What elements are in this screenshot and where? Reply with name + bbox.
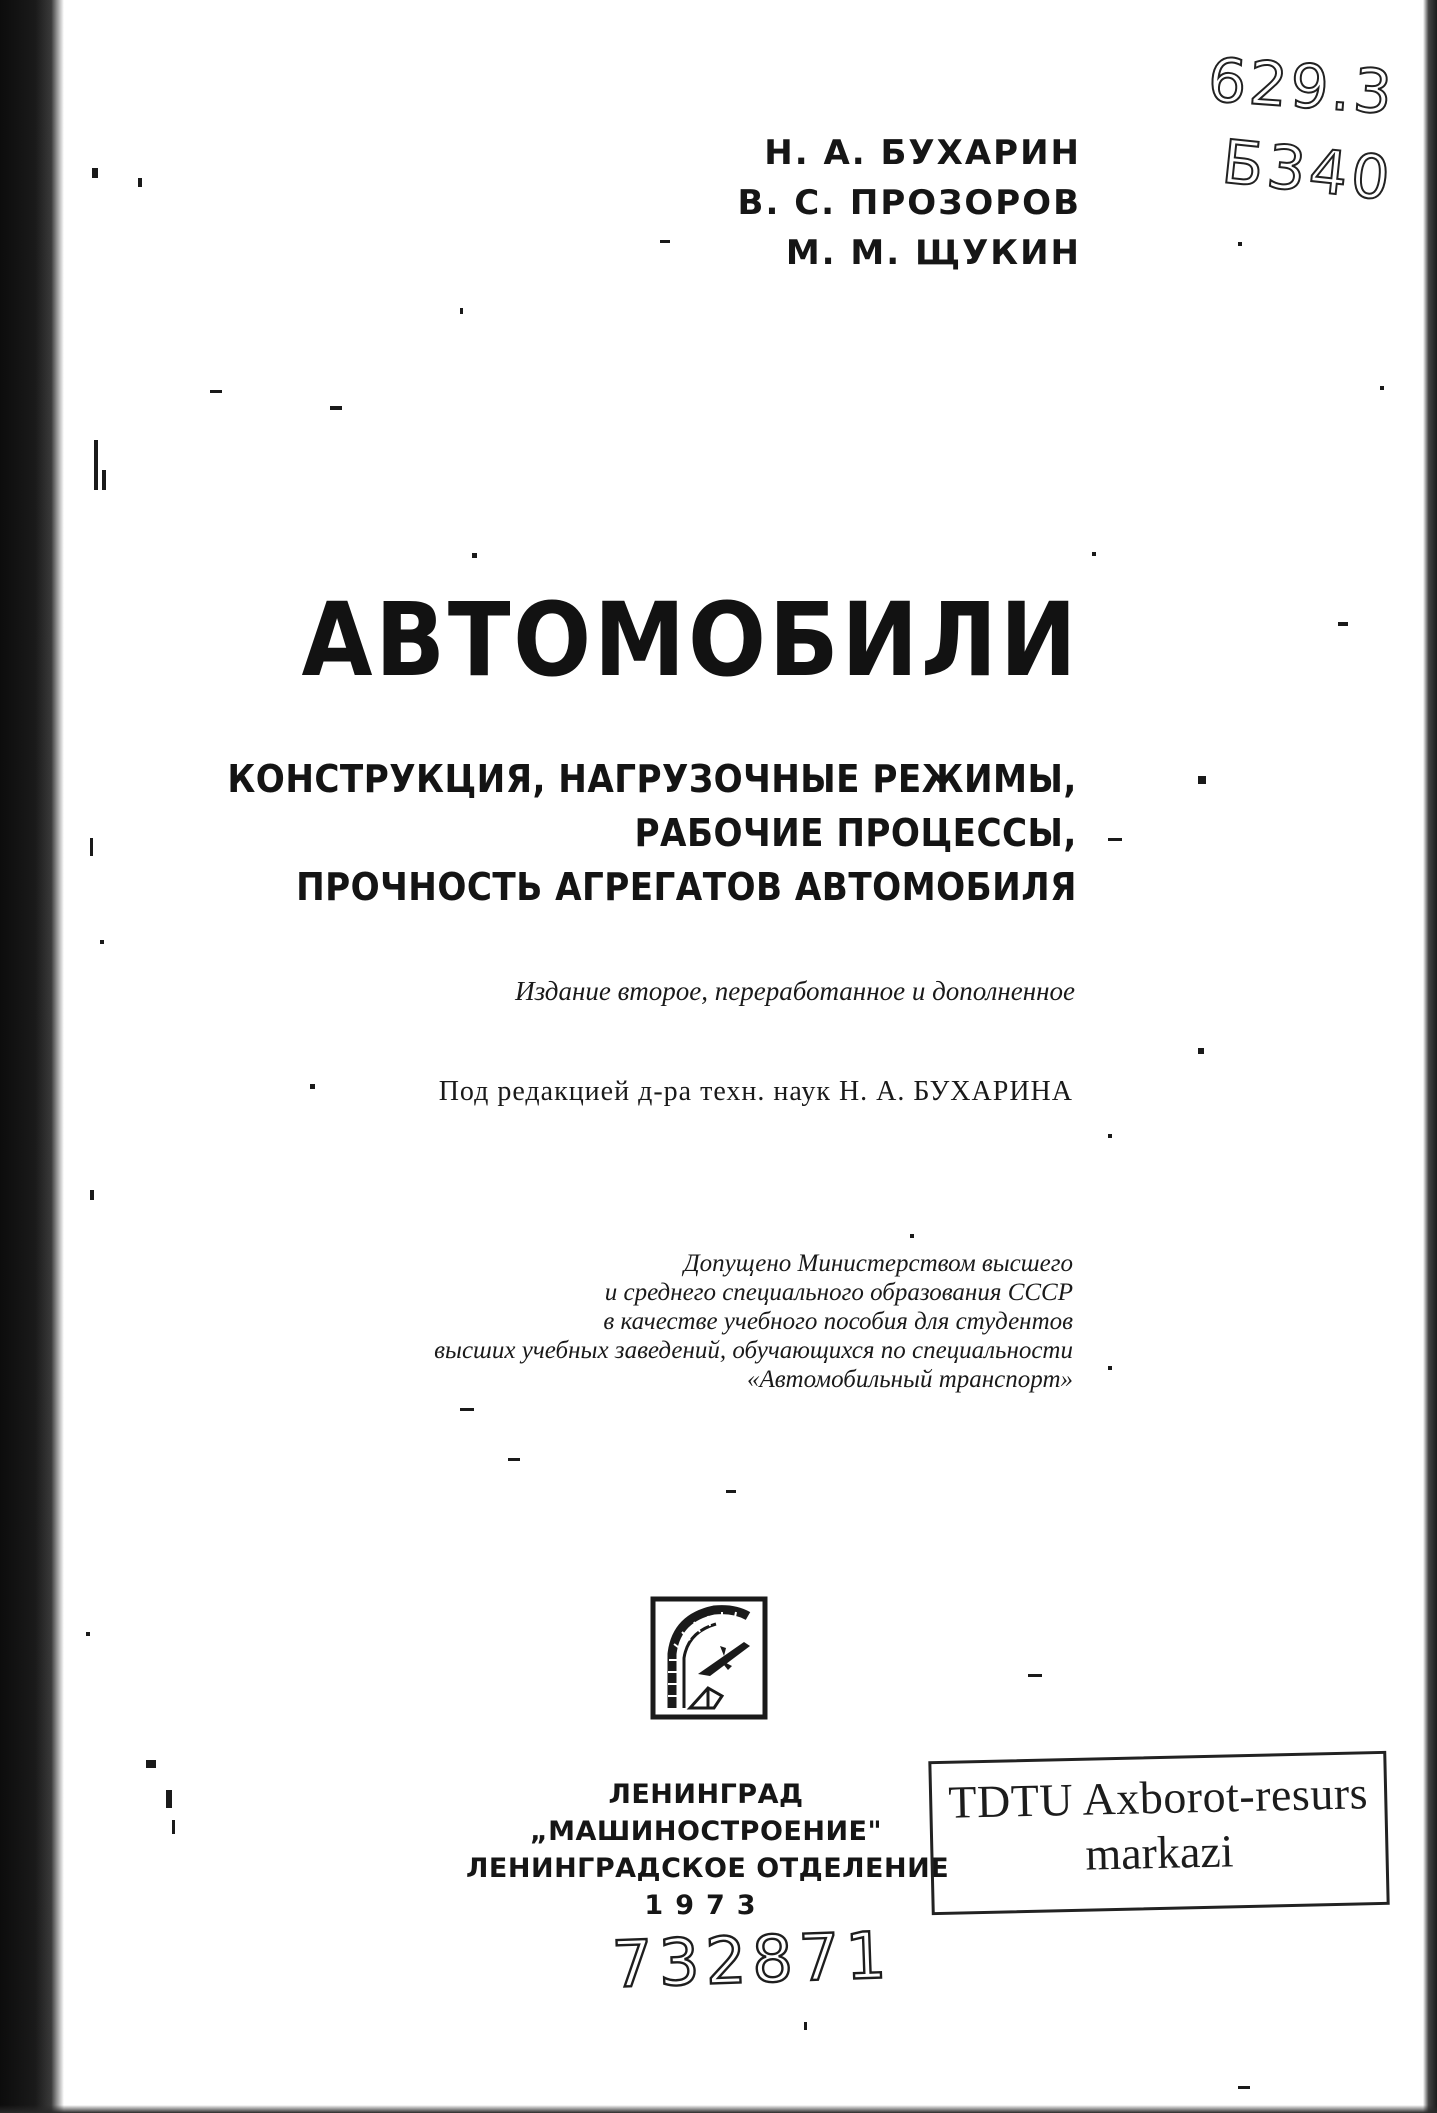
handwritten-author-mark: Б340 xyxy=(1218,127,1397,215)
scan-edge-left xyxy=(0,0,64,2113)
approval-line: Допущено Министерством высшего xyxy=(683,1250,1073,1277)
publisher-emblem-icon xyxy=(650,1596,768,1720)
stamp-line: TDTU Axborot-resurs xyxy=(947,1767,1369,1828)
imprint-publisher: „МАШИНОСТРОЕНИЕ" xyxy=(529,1816,883,1847)
approval-statement xyxy=(434,1249,1073,1394)
library-stamp xyxy=(928,1751,1389,1915)
handwritten-inventory-number: 732871 xyxy=(610,1919,894,2003)
subtitle-line: ПРОЧНОСТЬ АГРЕГАТОВ АВТОМОБИЛЯ xyxy=(296,865,1078,909)
editor-credit: Под редакцией д-ра техн. наук Н. А. БУХАРИНА xyxy=(438,1076,1073,1107)
imprint-year: 1973 xyxy=(644,1890,768,1921)
publisher-imprint xyxy=(466,1776,950,1924)
stamp-line: markazi xyxy=(1084,1825,1235,1880)
book-title: АВТОМОБИЛИ xyxy=(301,581,1079,700)
subtitle-line: РАБОЧИЕ ПРОЦЕССЫ, xyxy=(634,811,1077,855)
approval-line: в качестве учебного пособия для студентов xyxy=(603,1308,1073,1335)
book-subtitle xyxy=(133,752,1077,914)
author-name: М. М. ЩУКИН xyxy=(785,233,1081,273)
author-list xyxy=(738,128,1081,278)
imprint-branch: ЛЕНИНГРАДСКОЕ ОТДЕЛЕНИЕ xyxy=(466,1853,950,1884)
imprint-city: ЛЕНИНГРАД xyxy=(608,1779,804,1810)
subtitle-line: КОНСТРУКЦИЯ, НАГРУЗОЧНЫЕ РЕЖИМЫ, xyxy=(227,757,1077,801)
approval-line: высших учебных заведений, обучающихся по специальности xyxy=(434,1337,1073,1364)
author-name: Н. А. БУХАРИН xyxy=(764,133,1081,173)
scan-edge-bottom xyxy=(0,2105,1437,2113)
author-name: В. С. ПРОЗОРОВ xyxy=(737,183,1081,223)
edition-note: Издание второе, переработанное и дополненное xyxy=(515,976,1075,1006)
handwritten-class-code: 629.3 xyxy=(1205,45,1397,129)
approval-line: «Автомобильный транспорт» xyxy=(746,1366,1073,1393)
scan-edge-right xyxy=(1423,0,1437,2113)
approval-line: и среднего специального образования СССР xyxy=(604,1279,1073,1306)
